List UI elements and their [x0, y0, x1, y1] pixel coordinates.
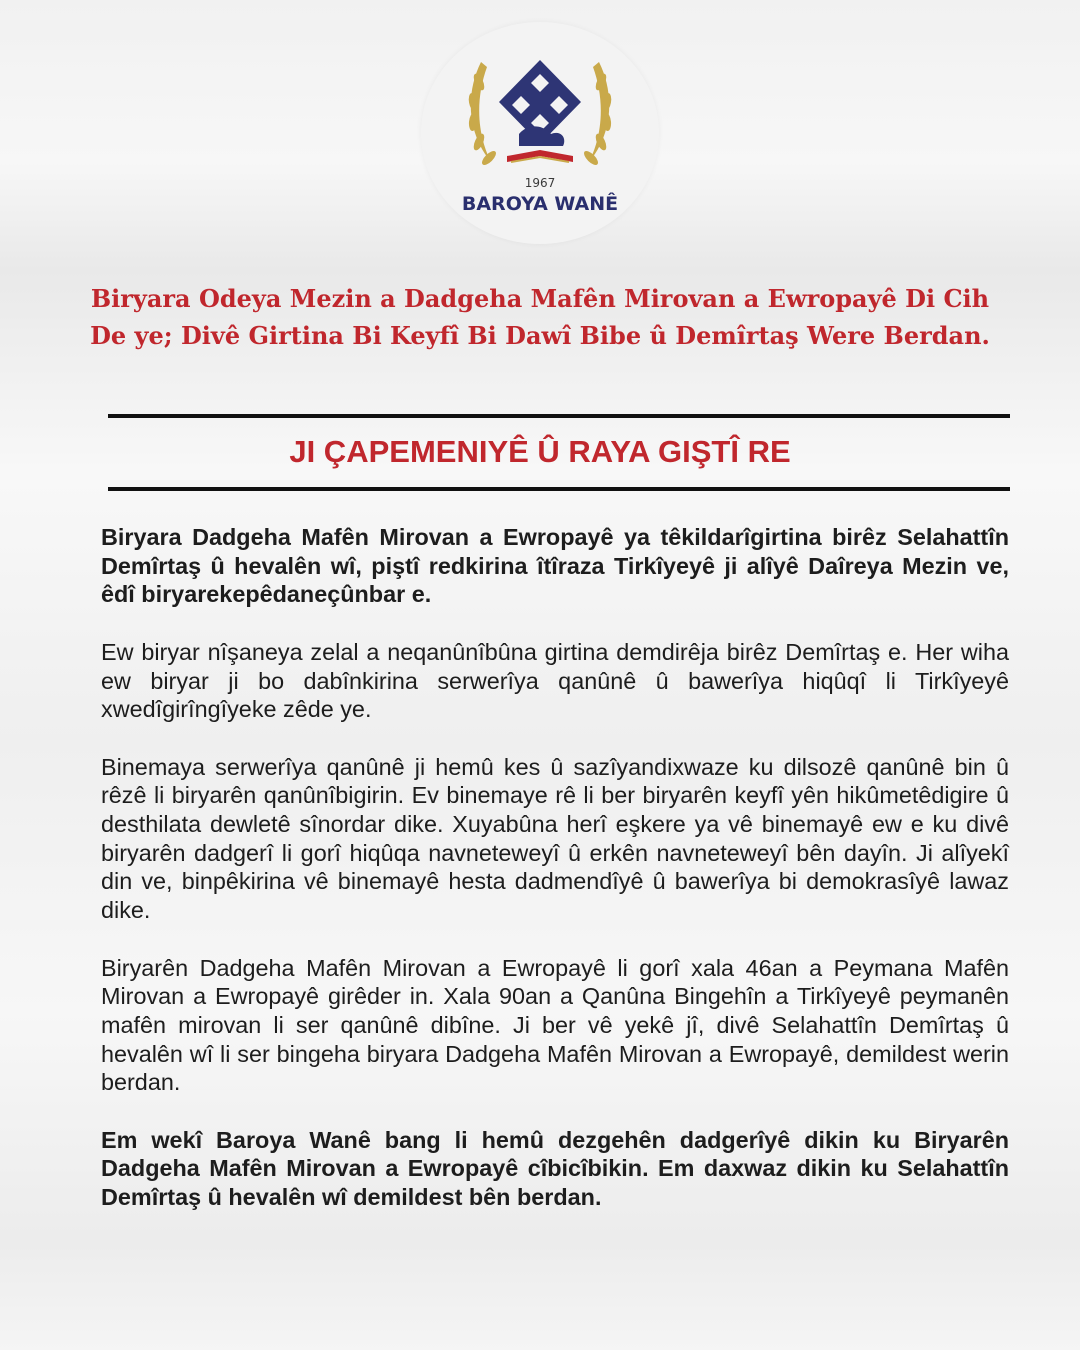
paragraph-call: Em wekî Baroya Wanê bang li hemû dezgehên dadgerîyê dikin ku Biryarên Dadgeha Mafên Mirovan a Ewropayê cîbicîbikin. Em daxwaz dikin ku Selahattîn Demîrtaş û hevalên wî demildest bên berdan.: [101, 1126, 1009, 1211]
divider-bottom: [108, 487, 1010, 491]
paragraph: Ew biryar nîşaneya zelal a neqanûnîbûna girtina demdirêja birêz Demîrtaş e. Her wiha ew biryar ji bo dabînkirina serwerîya qanûnê û bawerîya hiqûqî li Tirkîyeyê xwedîgirîngîyeke zêde ye.: [101, 638, 1009, 723]
section-title: JI ÇAPEMENIYÊ Û RAYA GIŞTÎ RE: [289, 434, 791, 469]
logo-year: 1967: [524, 176, 556, 190]
paragraph: Binemaya serwerîya qanûnê ji hemû kes û sazîyandixwaze ku dilsozê qanûnê bin û rêzê li biryarên qanûnîbigirin. Ev binemaye rê li ber biryarên keyfî yên hikûmetêdigire û desthilata dewletê sînordar dike. Xuyabûna herî eşkere ya vê binemayê ew e ku divê biryarên dadgerî li gorî hiqûqa navneteweyî û erkên navneteweyî bên dayîn. Ji alîyekî din ve, binpêkirina vê binemayê hesta dadmendîyê û bawerîya bi demokrasîyê lawaz dike.: [101, 753, 1009, 924]
logo-name: BAROYA WANÊ: [461, 193, 619, 215]
paragraph-intro: Biryara Dadgeha Mafên Mirovan a Ewropayê ya têkildarîgirtina birêz Selahattîn Demîrtaş û hevalên wî, piştî redkirina îtîraza Tirkîyeyê ji alîyê Daîreya Mezin ve, êdî biryarekepêdaneçûnbar e.: [101, 524, 1009, 608]
headline: Biryara Odeya Mezin a Dadgeha Mafên Mirovan a Ewropayê Di Cih De ye; Divê Girtina Bi Keyfî Bi Dawî Bibe û Demîrtaş Were Berdan.: [90, 284, 990, 350]
statement-body: [101, 523, 1009, 1241]
paragraph: Biryarên Dadgeha Mafên Mirovan a Ewropayê li gorî xala 46an a Peymana Mafên Mirovan a Ewropayê girêder in. Xala 90an a Qanûna Bingehîn a Tirkîyeyê peymanên mafên mirovan li ser qanûnê dibîne. Ji ber vê yekê jî, divê Selahattîn Demîrtaş û hevalên wî li ser bingeha biryara Dadgeha Mafên Mirovan a Ewropayê, demildest werin berdan.: [101, 954, 1009, 1096]
divider-top: [108, 414, 1010, 418]
logo: [421, 22, 659, 244]
